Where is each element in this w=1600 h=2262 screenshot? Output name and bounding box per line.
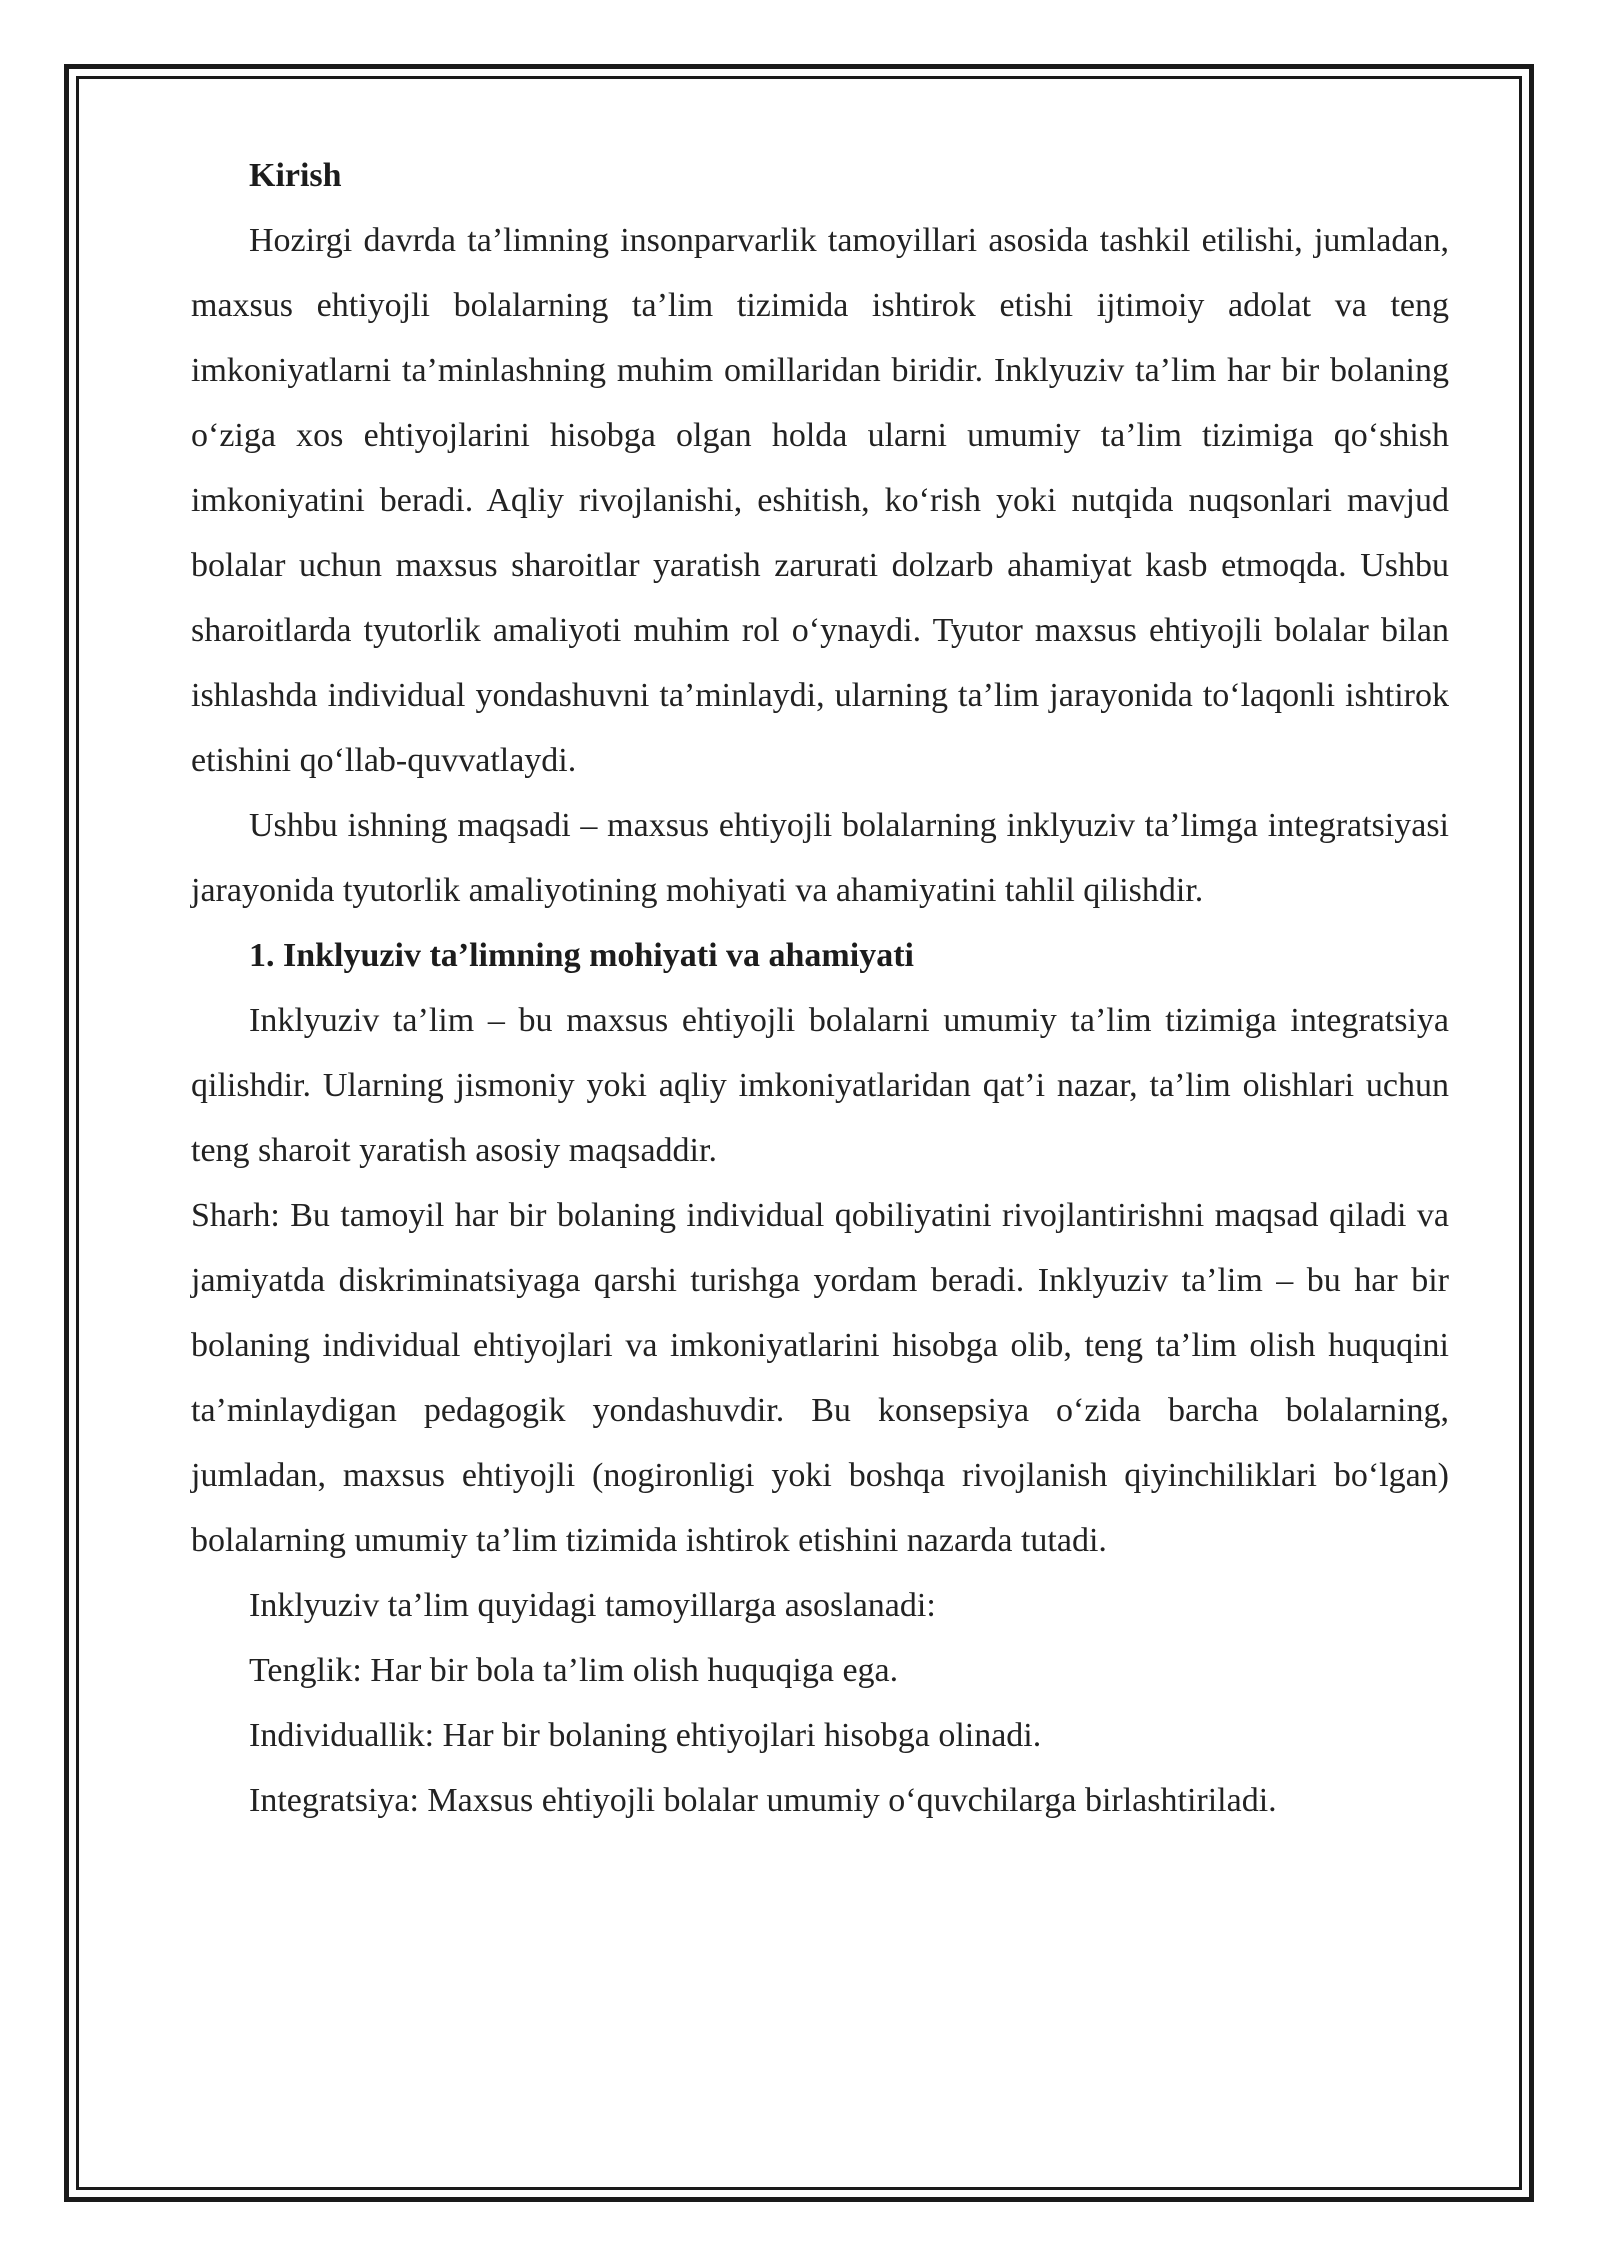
principles-intro: Inklyuziv ta’lim quyidagi tamoyillarga asoslanadi: [249,1587,936,1624]
principle-integration: Integratsiya: Maxsus ehtiyojli bolalar umumiy o‘quvchilarga birlashtiriladi. [249,1782,1277,1819]
section-1-commentary-paragraph: Sharh: Bu tamoyil har bir bolaning individual qobiliyatini rivojlantirishni maqsad qiladi va jamiyatda diskriminatsiyaga qarshi turishga yordam beradi. Inklyuziv ta’lim – bu har bir bolaning individual ehtiyojlari va imkoniyatlarini hisobga olib, teng ta’lim olish huquqini ta’minlaydigan pedagogik yondashuvdir. Bu konsepsiya o‘zida barcha bolalarning, jumladan, maxsus ehtiyojli (nogironligi yoki boshqa rivojlanish qiyinchiliklari bo‘lgan) bolalarning umumiy ta’lim tizimida ishtirok etishini nazarda tutadi. [191,1197,1449,1559]
principle-individuality: Individuallik: Har bir bolaning ehtiyojlari hisobga olinadi. [249,1717,1042,1754]
document-body [191,143,1449,1833]
section-1-heading: 1. Inklyuziv ta’limning mohiyati va ahamiyati [249,937,914,974]
intro-paragraph: Hozirgi davrda ta’limning insonparvarlik tamoyillari asosida tashkil etilishi, jumladan, maxsus ehtiyojli bolalarning ta’lim tizimida ishtirok etishi ijtimoiy adolat va teng imkoniyatlarni ta’minlashning muhim omillaridan biridir. Inklyuziv ta’lim har bir bolaning o‘ziga xos ehtiyojlarini hisobga olgan holda ularni umumiy ta’lim tizimiga qo‘shish imkoniyatini beradi. Aqliy rivojlanishi, eshitish, ko‘rish yoki nutqida nuqsonlari mavjud bolalar uchun maxsus sharoitlar yaratish zarurati dolzarb ahamiyat kasb etmoqda. Ushbu sharoitlarda tyutorlik amaliyoti muhim rol o‘ynaydi. Tyutor maxsus ehtiyojli bolalar bilan ishlashda individual yondashuvni ta’minlaydi, ularning ta’lim jarayonida to‘laqonli ishtirok etishini qo‘llab-quvvatlaydi. [191,222,1449,779]
goal-paragraph: Ushbu ishning maqsadi – maxsus ehtiyojli bolalarning inklyuziv ta’limga integratsiyasi jarayonida tyutorlik amaliyotining mohiyati va ahamiyatini tahlil qilishdir. [191,807,1449,909]
intro-heading: Kirish [249,157,342,194]
section-1-definition-paragraph: Inklyuziv ta’lim – bu maxsus ehtiyojli bolalarni umumiy ta’lim tizimiga integratsiya qilishdir. Ularning jismoniy yoki aqliy imkoniyatlaridan qat’i nazar, ta’lim olishlari uchun teng sharoit yaratish asosiy maqsaddir. [191,1002,1449,1169]
principle-equality: Tenglik: Har bir bola ta’lim olish huquqiga ega. [249,1652,899,1689]
